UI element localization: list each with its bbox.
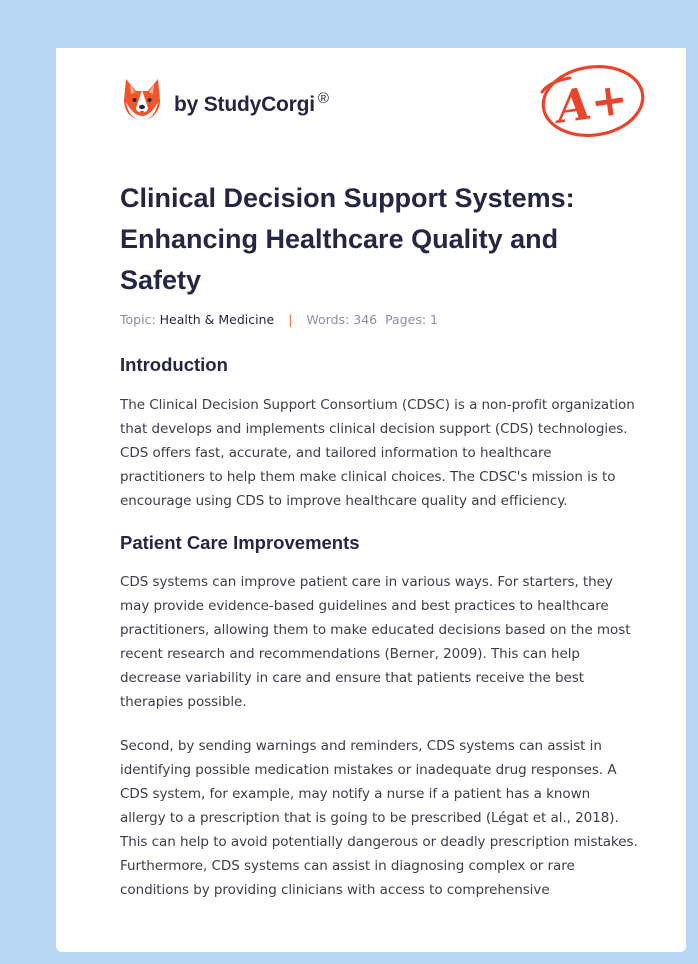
brand-name bbox=[174, 90, 329, 117]
paragraph: Second, by sending warnings and reminders, CDS systems can assist in identifying possible medication mistakes or inadequate drug responses. A CDS system, for example, may notify a nurse if a patient has a known allergy to a prescription that is going to be prescribed (Légat et al., 2018). This can help to avoid potentially dangerous or deadly prescription mistakes. Furthermore, CDS systems can assist in diagnosing complex or rare conditions by providing clinicians with access to comprehensive bbox=[120, 738, 638, 898]
word-count: Words: 346 bbox=[306, 312, 378, 327]
brand-text: by StudyCorgi bbox=[174, 92, 315, 116]
topic-label: Topic: bbox=[120, 312, 156, 327]
registered-mark: ® bbox=[317, 89, 329, 107]
essay-body bbox=[120, 352, 638, 902]
section-heading: Introduction bbox=[120, 354, 228, 375]
page-count: Pages: 1 bbox=[385, 312, 438, 327]
studycorgi-logo[interactable] bbox=[122, 76, 329, 122]
topic-link[interactable]: Health & Medicine bbox=[159, 312, 275, 327]
document-meta bbox=[120, 312, 438, 327]
section-heading: Patient Care Improvements bbox=[120, 532, 360, 553]
grade-badge-icon bbox=[536, 58, 648, 140]
page-title: Clinical Decision Support Systems: Enhancing Healthcare Quality and Safety bbox=[120, 183, 575, 295]
paragraph: CDS systems can improve patient care in various ways. For starters, they may provide evidence-based guidelines and best practices to healthcare practitioners, allowing them to make educated decisions based on the most recent research and recommendations (Berner, 2009). This can help decrease variability in care and ensure that patients receive the best therapies possible. bbox=[120, 574, 631, 710]
paragraph: The Clinical Decision Support Consortium (CDSC) is a non-profit organization that develops and implements clinical decision support (CDS) technologies. CDS offers fast, accurate, and tailored information to healthcare practitioners to help them make clinical choices. The CDSC's mission is to encourage using CDS to improve healthcare quality and efficiency. bbox=[120, 397, 635, 509]
corgi-icon bbox=[122, 76, 162, 122]
meta-separator: | bbox=[288, 312, 293, 327]
grade-text: A+ bbox=[553, 73, 631, 134]
document-page bbox=[56, 48, 686, 952]
